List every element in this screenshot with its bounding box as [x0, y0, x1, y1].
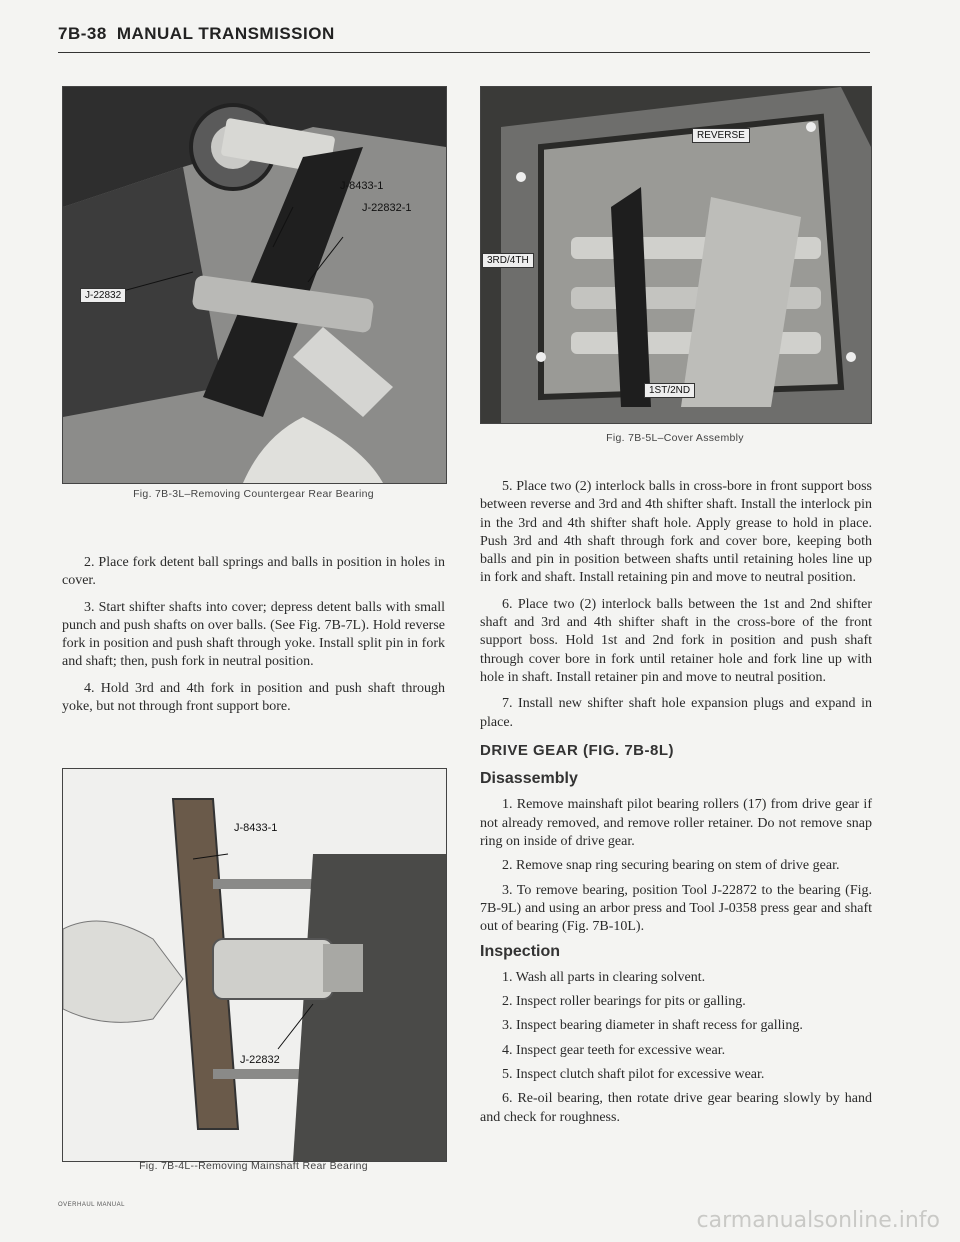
- list-item: 4. Inspect gear teeth for excessive wear.: [502, 1042, 726, 1058]
- callout-j-8433-1: J-8433-1: [340, 180, 384, 192]
- callout-3rd-4th: 3RD/4TH: [482, 253, 534, 268]
- list-item: 1. Remove mainshaft pilot bearing rollers (17) from drive gear if not already removed, and remove roller retainer. Do not remove snap ring on inside of drive gear.: [480, 797, 872, 850]
- section-title: MANUAL TRANSMISSION: [116, 24, 335, 43]
- subheading-disassembly: Disassembly: [480, 770, 578, 788]
- callout-j-22832: J-22832: [240, 1054, 280, 1066]
- page-header: [58, 24, 870, 53]
- list-item: 3. Inspect bearing diameter in shaft recess for galling.: [502, 1018, 803, 1034]
- step-text: 3. Start shifter shafts into cover; depress detent balls with small punch and push shafts on over balls. (See Fig. 7B-7L). Hold reverse fork in position and push shaft through yoke. Install split pin in fork and shaft; then, push fork in neutral position.: [62, 599, 445, 670]
- disassembly-steps: [480, 796, 872, 936]
- step-text: 6. Place two (2) interlock balls between the 1st and 2nd shifter shaft and 3rd and 4th shifter shaft in the cross-bore of the front support boss. Hold 1st and 2nd fork in position and push shaft through cover bore in fork until retainer hole and fork line up with hole in shaft. Install retainer pin and move to neutral position.: [480, 596, 872, 685]
- step-text: 7. Install new shifter shaft hole expansion plugs and expand in place.: [480, 696, 872, 730]
- right-column: [480, 478, 872, 1133]
- section-heading-drive-gear: DRIVE GEAR (FIG. 7B-8L): [480, 741, 675, 759]
- list-item: 1. Wash all parts in clearing solvent.: [502, 969, 706, 985]
- figure-countergear-photo: [62, 86, 447, 484]
- callout-j-22832: J-22832: [80, 288, 126, 303]
- figure-caption-mainshaft: Fig. 7B-4L--Removing Mainshaft Rear Bearing: [139, 1160, 368, 1172]
- callout-1st-2nd: 1ST/2ND: [644, 383, 695, 398]
- list-item: 2. Inspect roller bearings for pits or galling.: [502, 994, 746, 1010]
- callout-j-22832-1: J-22832-1: [362, 202, 412, 214]
- step-text: 4. Hold 3rd and 4th fork in position and push shaft through yoke, but not through front support bore.: [62, 680, 445, 715]
- inspection-steps: [480, 969, 872, 1127]
- page-footer: OVERHAUL MANUAL: [58, 1202, 125, 1208]
- list-item: 3. To remove bearing, position Tool J-22872 to the bearing (Fig. 7B-9L) and using an arbor press and Tool J-0358 press gear and shaft out of bearing (Fig. 7B-10L).: [480, 882, 872, 935]
- step-text: 5. Place two (2) interlock balls in cross-bore in front support boss between reverse and 3rd and 4th shifter shaft. Install the interlock pin in the 3rd and 4th shifter shaft hole. Apply grease to hold in place. Push 3rd and 4th shaft through fork and cover bore, keeping both balls and pin in position between shafts until retaining holes line up in fork and shaft. Install retaining pin and move to neutral position.: [480, 479, 872, 586]
- subheading-inspection: Inspection: [480, 942, 561, 960]
- figure-cover-assembly-photo: [480, 86, 872, 424]
- list-item: 5. Inspect clutch shaft pilot for excessive wear.: [502, 1067, 765, 1083]
- callout-j-8433-1: J-8433-1: [234, 822, 278, 834]
- figure-caption-countergear: Fig. 7B-3L–Removing Countergear Rear Bearing: [133, 488, 374, 500]
- list-item: 6. Re-oil bearing, then rotate drive gear bearing slowly by hand and check for roughness.: [480, 1091, 872, 1125]
- callout-reverse: REVERSE: [692, 128, 750, 143]
- step-text: 2. Place fork detent ball springs and balls in position in holes in cover.: [62, 555, 445, 589]
- watermark: carmanualsonline.info: [696, 1208, 940, 1233]
- page-number: 7B-38: [58, 24, 107, 43]
- left-column: [62, 554, 445, 724]
- figure-caption-cover-assembly: Fig. 7B-5L–Cover Assembly: [606, 432, 744, 444]
- list-item: 2. Remove snap ring securing bearing on stem of drive gear.: [502, 858, 840, 874]
